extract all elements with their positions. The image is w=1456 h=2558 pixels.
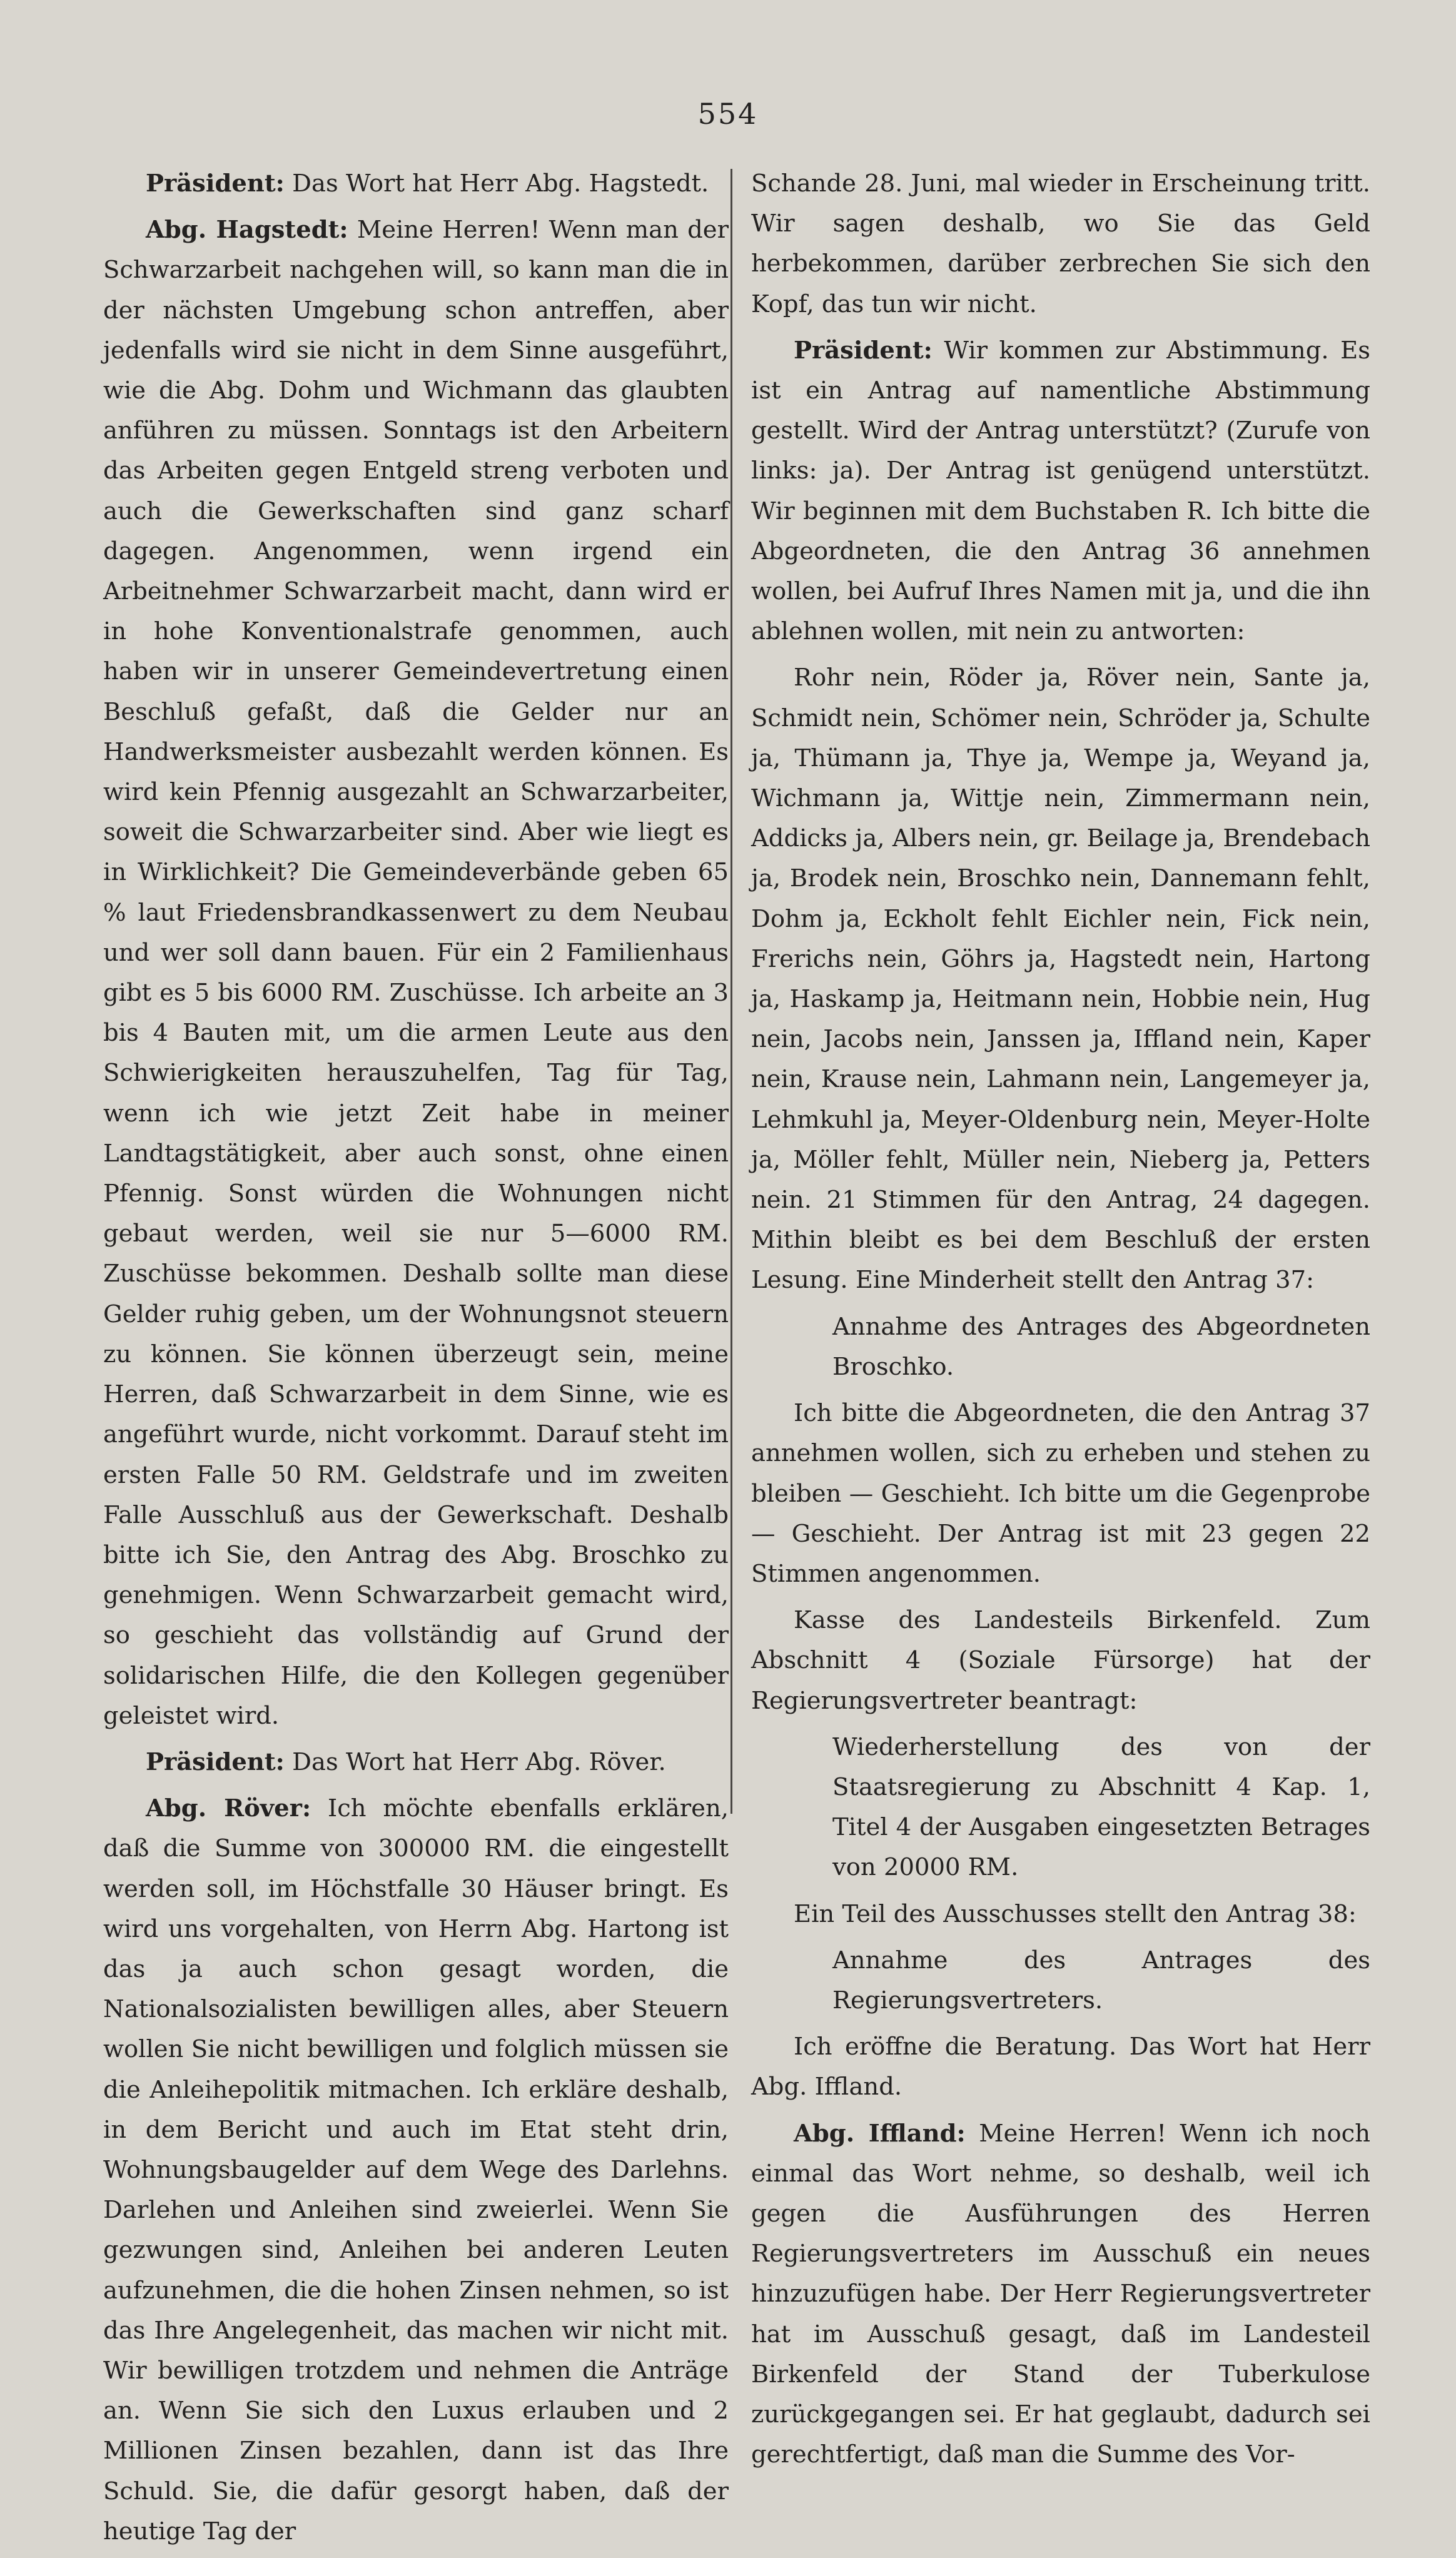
paragraph-text: Wir kommen zur Abstimmung. Es ist ein Antrag auf namentliche Abstimmung gestellt. Wird der Antrag unterstützt? (Zurufe von links: ja). Der Antrag ist genügend unterstützt. Wir beginnen mit dem Buchstaben R. Ich bitte die Abgeordneten, die den Antrag 36 annehmen wollen, bei Aufruf Ihres Namen mit ja, und die ihn ablehnen wollen, mit nein zu antworten:: [751, 336, 1370, 646]
paragraph-text: Ich bitte die Abgeordneten, die den Antrag 37 annehmen wollen, sich zu erheben und stehen zu bleiben — Geschieht. Ich bitte um die Gegenprobe — Geschieht. Der Antrag ist mit 23 gegen 22 Stimmen angenommen.: [751, 1399, 1370, 1588]
paragraph: [103, 164, 729, 204]
speaker-label: Präsident:: [146, 169, 285, 198]
paragraph: [103, 1789, 729, 2552]
paragraph-text: Schande 28. Juni, mal wieder in Erscheinung tritt. Wir sagen deshalb, wo Sie das Geld herbekommen, darüber zerbrechen Sie sich den Kopf, das tun wir nicht.: [751, 169, 1370, 318]
roll-call-vote: [751, 658, 1370, 1300]
section-heading: [751, 1600, 1370, 1721]
paragraph: [751, 1393, 1370, 1594]
speaker-label: Abg. Iffland:: [794, 2119, 966, 2148]
paragraph-text: Rohr nein, Röder ja, Röver nein, Sante ja, Schmidt nein, Schömer nein, Schröder ja, Schulte ja, Thümann ja, Thye ja, Wempe ja, Weyand ja, Wichmann ja, Wittje nein, Zimmermann nein, Addicks ja, Albers nein, gr. Beilage ja, Brendebach ja, Brodek nein, Broschko nein, Dannemann fehlt, Dohm ja, Eckholt fehlt Eichler nein, Fick nein, Frerichs nein, Göhrs ja, Hagstedt nein, Hartong ja, Haskamp ja, Heitmann nein, Hobbie nein, Hug nein, Jacobs nein, Janssen ja, Iffland nein, Kaper nein, Krause nein, Lahmann nein, Langemeyer ja, Lehmkuhl ja, Meyer-Oldenburg nein, Meyer-Holte ja, Möller fehlt, Müller nein, Nieberg ja, Petters nein. 21 Stimmen für den Antrag, 24 dagegen. Mithin bleibt es bei dem Beschluß der ersten Lesung. Eine Minderheit stellt den Antrag 37:: [751, 664, 1370, 1295]
paragraph-text: Das Wort hat Herr Abg. Röver.: [292, 1747, 666, 1776]
paragraph-text: Wiederherstellung des von der Staatsregierung zu Abschnitt 4 Kap. 1, Titel 4 der Ausgaben eingesetzten Betrages von 20000 RM.: [832, 1732, 1370, 1882]
speaker-label: Präsident:: [794, 336, 933, 365]
paragraph-text: Ich möchte ebenfalls erklären, daß die Summe von 300000 RM. die eingestellt werden soll, im Höchstfalle 30 Häuser bringt. Es wird uns vorgehalten, von Herrn Abg. Hartong ist das ja auch schon gesagt worden, die Nationalsozialisten bewilligen alles, aber Steuern wollen Sie nicht bewilligen und folglich müssen sie die Anleihepolitik mitmachen. Ich erkläre deshalb, in dem Bericht und auch im Etat steht drin, Wohnungsbaugelder auf dem Wege des Darlehns. Darlehen und Anleihen sind zweierlei. Wenn Sie gezwungen sind, Anleihen bei anderen Leuten aufzunehmen, die die hohen Zinsen nehmen, so ist das Ihre Angelegenheit, das machen wir nicht mit. Wir bewilligen trotzdem und nehmen die Anträge an. Wenn Sie sich den Luxus erlauben und 2 Millionen Zinsen bezahlen, dann ist das Ihre Schuld. Sie, die dafür gesorgt haben, daß der heutige Tag der: [103, 1794, 729, 2545]
paragraph-text: Annahme des Antrages des Regierungsvertreters.: [832, 1946, 1370, 2015]
paragraph: [751, 1894, 1370, 1934]
motion-text: [751, 1727, 1370, 1888]
motion-text: [751, 1941, 1370, 2021]
right-column: [751, 164, 1370, 2481]
paragraph-text: Meine Herren! Wenn ich noch einmal das Wort nehme, so deshalb, weil ich gegen die Ausführungen des Herren Regierungsvertreters im Ausschuß ein neues hinzuzufügen habe. Der Herr Regierungsvertreter hat im Ausschuß gesagt, daß im Landesteil Birkenfeld der Stand der Tuberkulose zurückgegangen sei. Er hat geglaubt, dadurch sei gerechtfertigt, daß man die Summe des Vor-: [751, 2119, 1370, 2469]
paragraph: [751, 331, 1370, 652]
speaker-label: Abg. Röver:: [146, 1794, 311, 1823]
column-divider: [731, 169, 732, 1814]
speaker-label: Präsident:: [146, 1747, 285, 1776]
paragraph: [751, 2027, 1370, 2107]
page-number: 554: [697, 97, 759, 131]
paragraph: [751, 2114, 1370, 2475]
paragraph: [103, 1742, 729, 1782]
motion-text: [751, 1307, 1370, 1387]
paragraph: [103, 210, 729, 1736]
paragraph-text: Ein Teil des Ausschusses stellt den Antrag 38:: [794, 1899, 1357, 1928]
paragraph-text: Ich eröffne die Beratung. Das Wort hat Herr Abg. Iffland.: [751, 2033, 1370, 2101]
paragraph-text: Meine Herren! Wenn man der Schwarzarbeit nachgehen will, so kann man die in der nächsten Umgebung schon antreffen, aber jedenfalls wird sie nicht in dem Sinne ausgeführt, wie die Abg. Dohm und Wichmann das glaubten anführen zu müssen. Sonntags ist den Arbeitern das Arbeiten gegen Entgeld streng verboten und auch die Gewerkschaften sind ganz scharf dagegen. Angenommen, wenn irgend ein Arbeitnehmer Schwarzarbeit macht, dann wird er in hohe Konventionalstrafe genommen, auch haben wir in unserer Gemeindevertretung einen Beschluß gefaßt, daß die Gelder nur an Handwerksmeister ausbezahlt werden können. Es wird kein Pfennig ausgezahlt an Schwarzarbeiter, soweit die Schwarzarbeiter sind. Aber wie liegt es in Wirklichkeit? Die Gemeindeverbände geben 65 % laut Friedensbrandkassenwert zu dem Neubau und wer soll dann bauen. Für ein 2 Familienhaus gibt es 5 bis 6000 RM. Zuschüsse. Ich arbeite an 3 bis 4 Bauten mit, um die armen Leute aus den Schwierigkeiten herauszuhelfen, Tag für Tag, wenn ich wie jetzt Zeit habe in meiner Landtagstätigkeit, aber auch sonst, ohne einen Pfennig. Sonst würden die Wohnungen nicht gebaut werden, weil sie nur 5—6000 RM. Zuschüsse bekommen. Deshalb sollte man diese Gelder ruhig geben, um der Wohnungsnot steuern zu können. Sie können überzeugt sein, meine Herren, daß Schwarzarbeit in dem Sinne, wie es angeführt wurde, nicht vorkommt. Darauf steht im ersten Falle 50 RM. Geldstrafe und im zweiten Falle Ausschluß aus der Gewerkschaft. Deshalb bitte ich Sie, den Antrag des Abg. Broschko zu genehmigen. Wenn Schwarzarbeit gemacht wird, so geschieht das vollständig auf Grund der solidarischen Hilfe, die den Kollegen gegenüber geleistet wird.: [103, 216, 729, 1730]
paragraph-text: Kasse des Landesteils Birkenfeld. Zum Abschnitt 4 (Soziale Fürsorge) hat der Regierungsvertreter beantragt:: [751, 1606, 1370, 1715]
paragraph: [751, 164, 1370, 325]
paragraph-text: Das Wort hat Herr Abg. Hagstedt.: [292, 169, 709, 198]
left-column: [103, 164, 729, 2558]
paragraph-text: Annahme des Antrages des Abgeordneten Broschko.: [832, 1312, 1370, 1381]
speaker-label: Abg. Hagstedt:: [146, 216, 348, 245]
